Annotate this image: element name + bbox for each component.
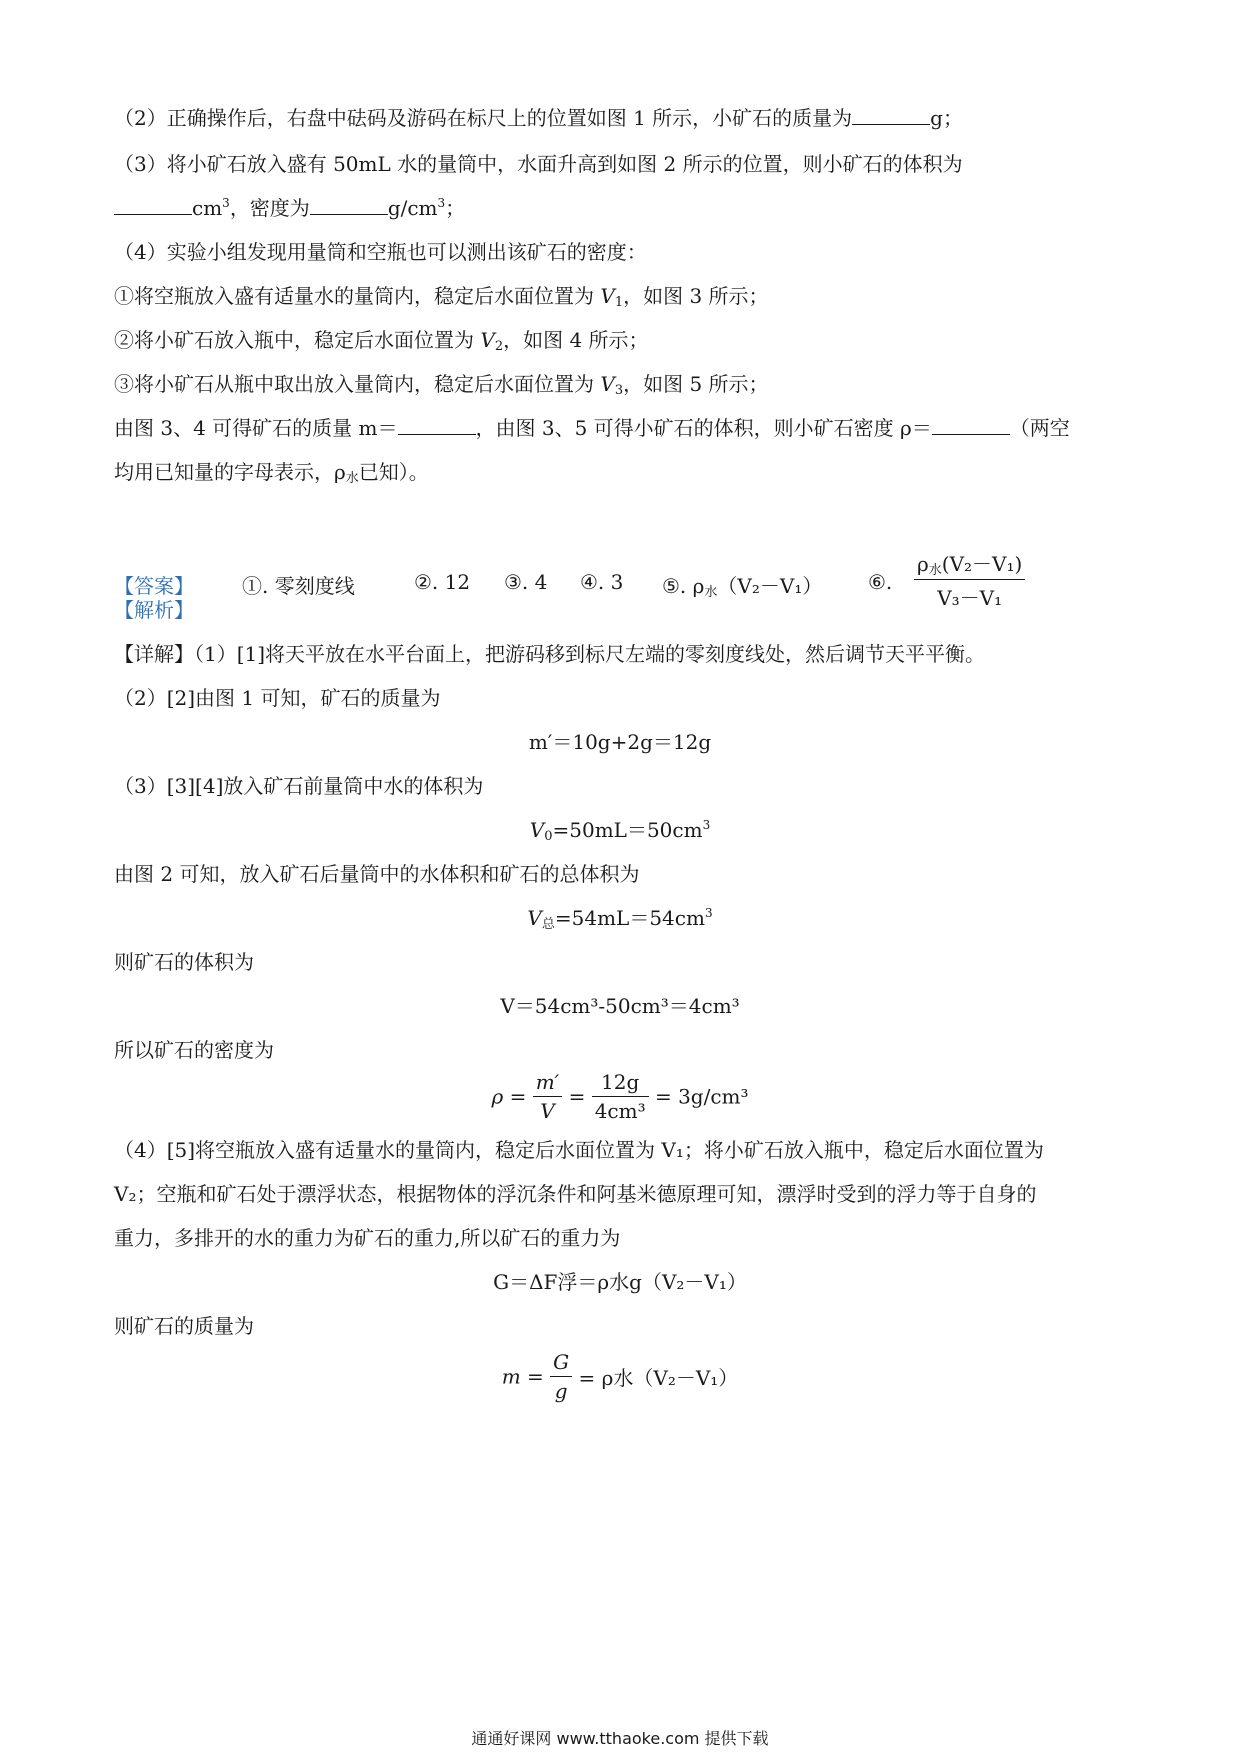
fraction-numerator: G [550,1350,572,1377]
answer-blank [932,416,1010,435]
detail-4: 由图 2 可知，放入矿石后量筒中的水体积和矿石的总体积为 [114,862,640,886]
unit-density: g/cm [387,196,438,220]
detail-8: 则矿石的质量为 [114,1314,254,1338]
answer-3: ③. 4 [504,570,548,594]
answer-label: 【答案】 [114,574,194,598]
detail-5: 则矿石的体积为 [114,950,254,974]
equals-sign: = [568,1084,586,1109]
question-4-last-text: 均用已知量的字母表示，ρ [114,460,346,484]
fraction-denominator: g [554,1379,568,1403]
fraction-denominator: V [540,1099,555,1123]
answer-blank [398,416,476,435]
vtotal-subscript: 总 [541,917,555,932]
equation-volume: V＝54cm³-50cm³＝4cm³ [500,994,740,1018]
density-result: = 3g/cm³ [654,1084,749,1109]
equation-v0: $V_0=50mL=50cm^3$ [529,818,711,844]
answer-blank [114,196,192,215]
question-3-line2: $cm^3$，密度为 $g/cm^3$； [114,194,465,222]
detail-6: 所以矿石的密度为 [114,1038,274,1062]
question-3-end: ； [445,196,466,220]
answer-5-rho: ⑤. ρ [662,574,705,598]
answer-1: ①. 零刻度线 [242,574,355,598]
question-4-intro: （4）实验小组发现用量筒和空瓶也可以测出该矿石的密度： [114,240,647,264]
step-2-tail: ，如图 4 所示； [503,328,649,352]
question-3-mid: ，密度为 [229,196,310,220]
step-3: ③将小矿石从瓶中取出放入量筒内，稳定后水面位置为 $V_3$，如图 5 所示； [114,372,769,398]
answer-row [114,548,1114,618]
v-symbol: V [529,818,545,842]
footer-source: 通通好课网 www.tthaoke.com 提供下载 [471,1729,769,1748]
detail-7-line3: 重力，多排开的水的重力为矿石的重力,所以矿石的重力为 [114,1226,621,1250]
question-2 [114,104,963,132]
fraction-values [592,1070,649,1123]
detail-1 [114,640,985,668]
answer-5-tail: （V₂－V₁） [717,574,823,598]
detail-label: 【详解】 [114,642,194,666]
step-1: ①将空瓶放入盛有适量水的量筒内，稳定后水面位置为 $V_1$，如图 3 所示； [114,284,769,310]
step-3-text: ③将小矿石从瓶中取出放入量筒内，稳定后水面位置为 [114,372,601,396]
detail-1-text: （1）[1]将天平放在水平台面上，把游码移到标尺左端的零刻度线处，然后调节天平平衡。 [194,642,986,666]
rho-lhs: ρ = [491,1084,527,1109]
fraction-g-over-g [550,1350,572,1403]
fraction-numerator: 12g [592,1070,649,1097]
answer-6-label: ⑥. [868,570,893,594]
step-3-tail: ，如图 5 所示； [623,372,769,396]
equation-vtotal: $V_总=54mL=54cm^3$ [527,906,713,932]
answer-blank [852,106,930,125]
question-3-line1: （3）将小矿石放入盛有 50mL 水的量筒中，水面升高到如图 2 所示的位置，则小矿石的体积为 [114,152,963,176]
answer-6-numerator [914,548,1025,580]
equation-density [0,1070,1240,1123]
unit-cm: cm [192,196,223,220]
volume-diff: (V₂－V₁) [941,552,1023,576]
mass-result: = ρ水（V₂－V₁） [578,1366,739,1390]
fraction-m-over-v [533,1070,563,1123]
water-subscript: 水 [928,563,942,578]
question-4-mass: 由图 3、4 可得矿石的质量 m＝ [114,416,398,440]
rho-symbol: ρ [917,552,929,576]
mass-lhs: m = [501,1364,544,1389]
answer-2: ②. 12 [414,570,471,594]
detail-3: （3）[3][4]放入矿石前量筒中水的体积为 [114,774,484,798]
question-2-unit: g； [930,106,963,130]
answer-blank [310,196,388,215]
v0-value: =50mL＝50cm [552,818,703,842]
question-4-density: ，由图 3、5 可得小矿石的体积，则小矿石密度 ρ＝ [475,416,932,440]
answer-4: ④. 3 [580,570,624,594]
question-2-text: （2）正确操作后，右盘中砝码及游码在标尺上的位置如图 1 所示，小矿石的质量为 [114,106,853,130]
fraction-denominator: 4cm³ [594,1099,646,1123]
question-4-last-end: 已知）。 [358,460,429,484]
detail-7-line2: V₂；空瓶和矿石处于漂浮状态，根据物体的浮沉条件和阿基米德原理可知，漂浮时受到的浮力等于自身的 [114,1182,1037,1206]
step-1-text: ①将空瓶放入盛有适量水的量筒内，稳定后水面位置为 [114,284,601,308]
equation-mass: m′＝10g+2g＝12g [528,730,712,754]
analysis-label: 【解析】 [114,598,194,622]
answer-5 [662,570,822,599]
detail-2: （2）[2]由图 1 可知，矿石的质量为 [114,686,441,710]
water-subscript: 水 [345,471,359,486]
step-1-tail: ，如图 3 所示； [623,284,769,308]
answer-6-denominator: V₃－V₁ [937,586,1003,610]
fraction-numerator: m′ [533,1070,563,1097]
step-2-text: ②将小矿石放入瓶中，稳定后水面位置为 [114,328,481,352]
equation-gravity: G＝ΔF浮＝ρ水g（V₂－V₁） [493,1270,747,1294]
v0-subscript: 0 [544,829,553,844]
answer-5-sub: 水 [704,585,718,600]
equation-mass-final [0,1350,1240,1403]
question-4-note: （两空 [1009,416,1070,440]
v-symbol: V [527,906,542,930]
vtotal-value: =54mL＝54cm [554,906,705,930]
answer-6-fraction [914,548,1025,611]
question-4-blanks [114,414,1070,442]
detail-7-line1: （4）[5]将空瓶放入盛有适量水的量筒内，稳定后水面位置为 V₁；将小矿石放入瓶中，稳定后水面位置为 [114,1138,1044,1162]
question-4-last [114,458,429,486]
step-2: ②将小矿石放入瓶中，稳定后水面位置为 $V_2$，如图 4 所示； [114,328,649,354]
